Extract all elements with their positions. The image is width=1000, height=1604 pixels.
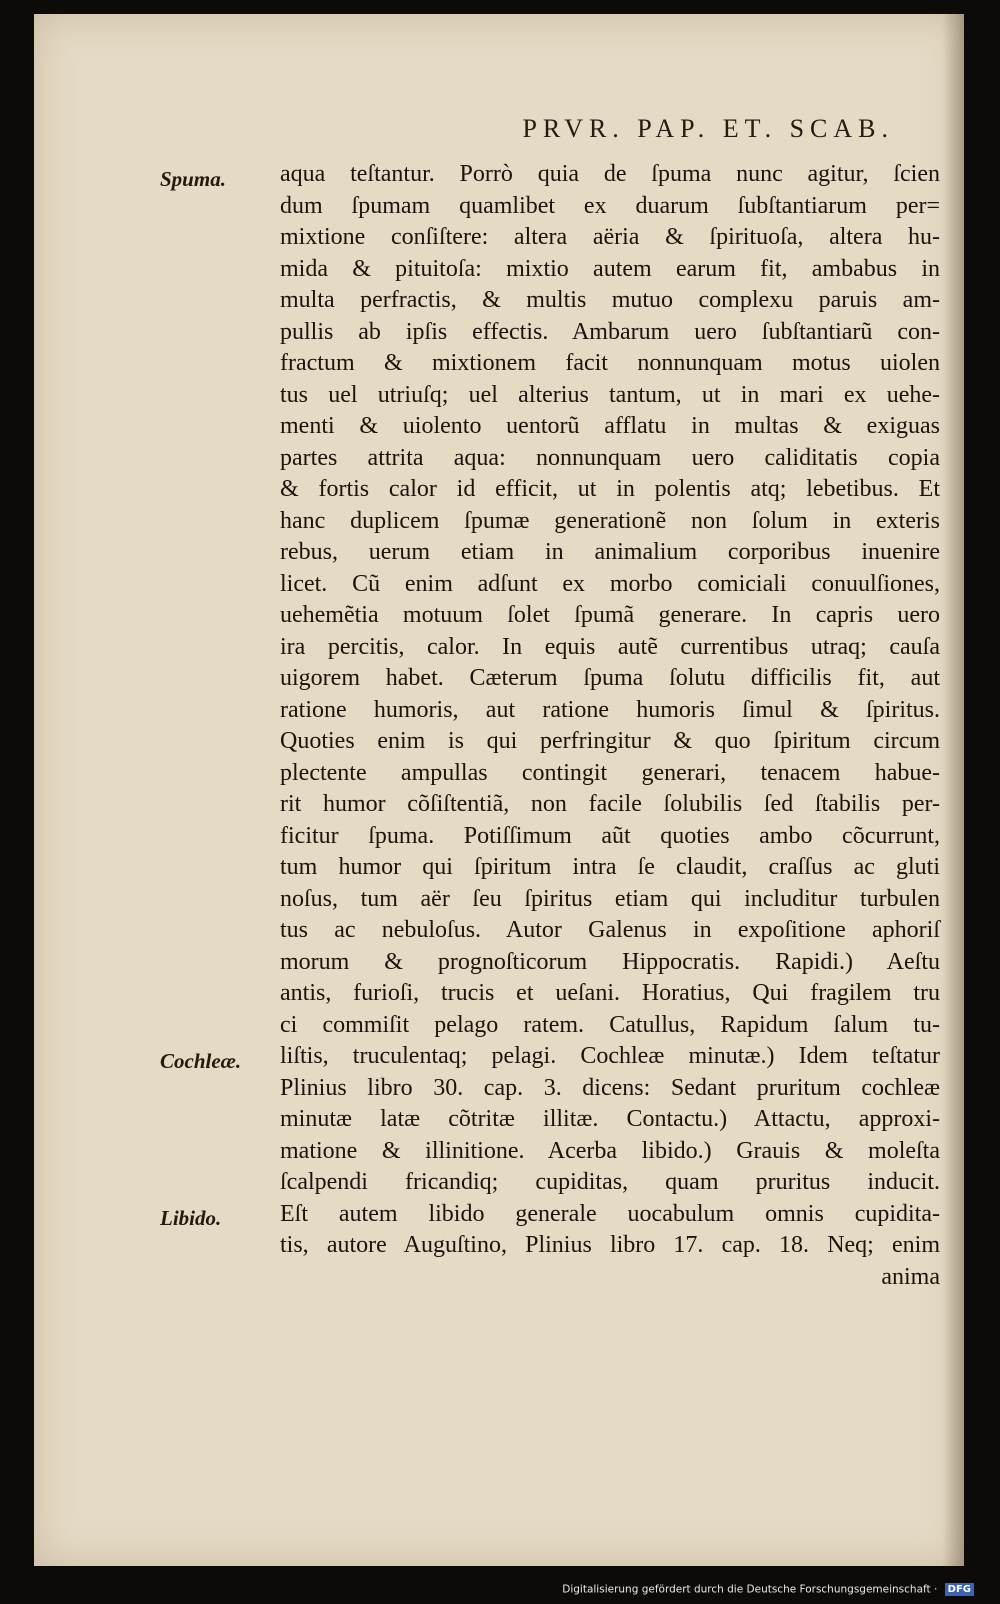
text-line: hanc duplicem ſpumæ generationẽ non ſolum in exteris (280, 507, 940, 534)
body-text (280, 159, 940, 1293)
text-line: rebus, uerum etiam in animalium corporibus inuenire (280, 539, 940, 565)
margin-note-spuma: Spuma. (160, 167, 226, 191)
text-line: aqua teſtantur. Porrò quia de ſpuma nunc agitur, ſcien (280, 161, 940, 187)
text-line: menti & uiolento uentorũ afflatu in multas & exiguas (280, 413, 940, 439)
margin-note-cochleae: Cochleæ. (160, 1049, 242, 1073)
text-line: ratione humoris, aut ratione humoris ſimul & ſpiritus. (280, 696, 940, 723)
text-line: uigorem habet. Cæterum ſpuma ſolutu difficilis fit, aut (280, 665, 940, 691)
text-line: uehemẽtia motuum ſolet ſpumã generare. In capris uero (280, 602, 940, 628)
text-line: Plinius libro 30. cap. 3. dicens: Sedant pruritum cochleæ (280, 1074, 940, 1101)
text-line: morum & prognoſticorum Hippocratis. Rapidi.) Aeſtu (280, 948, 940, 975)
running-head: PRVR. PAP. ET. SCAB. (522, 114, 894, 143)
text-line: Eſt autem libido generale uocabulum omnis cupidita- (280, 1200, 940, 1227)
text-line: mixtione conſiſtere: altera aëria & ſpirituoſa, altera hu- (280, 224, 940, 250)
text-line: tus ac nebuloſus. Autor Galenus in expoſitione aphoriſ (280, 917, 940, 943)
text-line: pullis ab ipſis effectis. Ambarum uero ſubſtantiarũ con- (280, 318, 940, 345)
text-line: antis, furioſi, trucis et ueſani. Horatius, Qui fragilem tru (280, 980, 940, 1006)
text-line: ci commiſit pelago ratem. Catullus, Rapidum ſalum tu- (280, 1011, 940, 1038)
dfg-logo-icon: DFG (945, 1583, 974, 1596)
text-line: partes attrita aqua: nonnunquam uero caliditatis copia (280, 444, 940, 471)
text-line: liſtis, truculentaq; pelagi. Cochleæ minutæ.) Idem teſtatur (280, 1043, 940, 1069)
text-line: minutæ latæ cõtritæ illitæ. Contactu.) Attactu, approxi- (280, 1106, 940, 1132)
text-line: ficitur ſpuma. Potiſſimum aũt quoties ambo cõcurrunt, (280, 822, 940, 849)
text-line: tum humor qui ſpiritum intra ſe claudit, craſſus ac gluti (280, 854, 940, 880)
text-line: Quoties enim is qui perfringitur & quo ſpiritum circum (280, 728, 940, 754)
text-line: ira percitis, calor. In equis autẽ currentibus utraq; cauſa (280, 633, 940, 660)
catchword: anima (881, 1263, 940, 1290)
text-line: rit humor cõſiſtentiã, non facile ſolubilis ſed ſtabilis per- (280, 791, 940, 817)
text-line: tus uel utriuſq; uel alterius tantum, ut in mari ex uehe- (280, 381, 940, 408)
margin-note-libido: Libido. (160, 1206, 222, 1230)
text-line: tis, autore Auguſtino, Plinius libro 17. cap. 18. Neq; enim (280, 1232, 940, 1258)
text-line: matione & illinitione. Acerba libido.) Grauis & moleſta (280, 1137, 940, 1164)
text-line: noſus, tum aër ſeu ſpiritus etiam qui includitur turbulen (280, 885, 940, 912)
text-line: fractum & mixtionem facit nonnunquam motus uiolen (280, 350, 940, 376)
text-line: ſcalpendi fricandiq; cupiditas, quam pruritus inducit. (280, 1169, 940, 1195)
text-line: mida & pituitoſa: mixtio autem earum fit, ambabus in (280, 255, 940, 282)
credit-text: Digitalisierung gefördert durch die Deutsche Forschungsgemeinschaft · (562, 1583, 938, 1596)
text-line: plectente ampullas contingit generari, tenacem habue- (280, 759, 940, 786)
digitization-credit (562, 1583, 974, 1596)
text-line: & fortis calor id efficit, ut in polentis atq; lebetibus. Et (280, 476, 940, 502)
text-line: licet. Cũ enim adſunt ex morbo comiciali conuulſiones, (280, 570, 940, 597)
text-line: dum ſpumam quamlibet ex duarum ſubſtantiarum per= (280, 192, 940, 219)
text-line: multa perfractis, & multis mutuo complexu paruis am- (280, 287, 940, 313)
page-edge-shadow (942, 14, 964, 1566)
book-page (34, 14, 964, 1566)
